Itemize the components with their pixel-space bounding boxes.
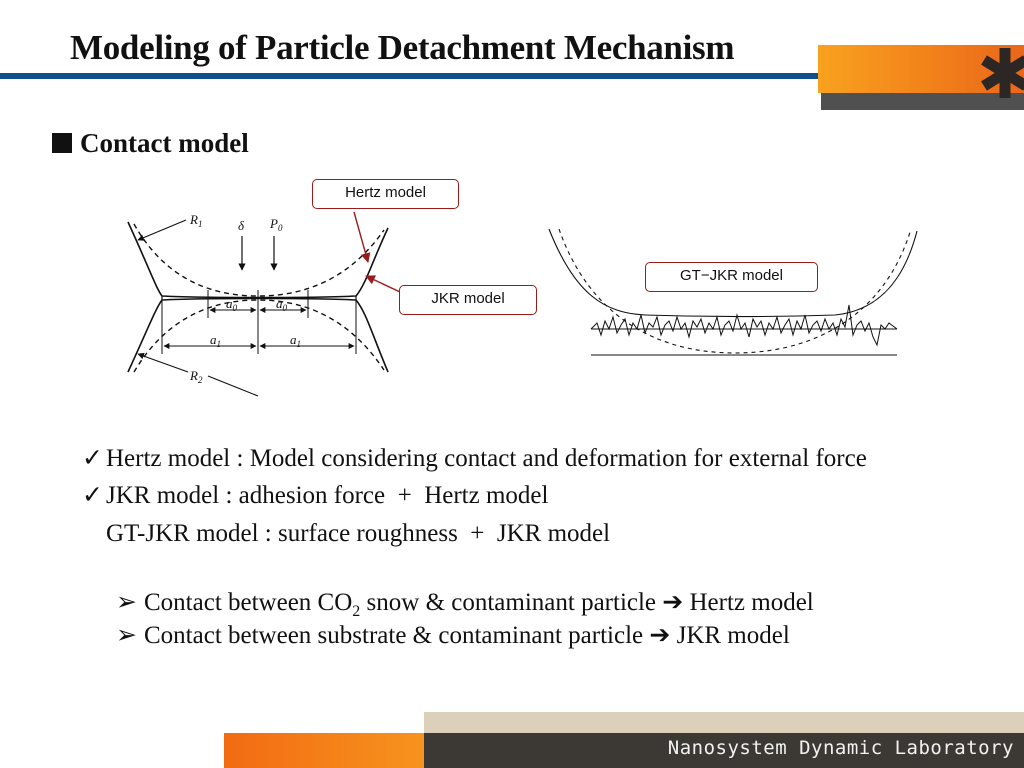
right-arrow-icon: ➔	[662, 589, 684, 616]
contact-substrate-prefix: Contact between substrate & contaminant particle	[144, 622, 650, 649]
square-bullet-icon	[52, 133, 72, 153]
label-a1-left: a	[210, 332, 217, 347]
hertz-upper-profile	[134, 224, 384, 296]
note-jkr	[82, 481, 548, 511]
label-r2-sub: 2	[197, 375, 203, 385]
label-r2: R	[190, 368, 198, 383]
slide-title: Modeling of Particle Detachment Mechanism	[70, 28, 735, 67]
rough-surface-profile	[591, 305, 897, 345]
label-a0-right: a	[276, 296, 283, 311]
note-gtjkr-text: GT-JKR model : surface roughness + JKR model	[106, 520, 611, 547]
jkr-model-callout: JKR model	[399, 285, 537, 315]
note-hertz	[82, 444, 867, 474]
arrowhead-bullet-icon: ➢	[116, 589, 137, 616]
checkmark-icon: ✓	[82, 482, 103, 509]
hertz-jkr-diagram	[120, 200, 400, 400]
contact-substrate-result: JKR model	[670, 622, 790, 649]
label-p0-sub: 0	[277, 223, 283, 233]
section-heading-text: Contact model	[80, 128, 249, 158]
svg-text:a1	[290, 332, 301, 349]
hertz-model-callout: Hertz model	[312, 179, 459, 209]
svg-text:a1	[210, 332, 221, 349]
jkr-upper-profile	[128, 222, 388, 298]
section-heading	[52, 128, 249, 159]
contact-line-substrate	[116, 621, 790, 651]
label-a0-left: a	[226, 296, 233, 311]
footer-dark-band	[424, 733, 1024, 768]
label-p0: P	[270, 216, 278, 231]
footer-lab-name: Nanosystem Dynamic Laboratory	[667, 737, 1014, 759]
label-a1-left-sub: 1	[216, 339, 221, 349]
label-a0-left-sub: 0	[232, 303, 237, 313]
right-arrow-icon: ➔	[649, 622, 671, 649]
footer-orange-band	[224, 733, 424, 768]
hertz-lower-profile	[134, 300, 384, 372]
svg-text:R1	[189, 212, 202, 229]
label-a1-right: a	[290, 332, 297, 347]
title-underline-bar	[0, 73, 820, 79]
contact-co2-result: Hertz model	[683, 589, 814, 616]
note-hertz-text: Hertz model : Model considering contact and deformation for external force	[106, 445, 867, 472]
checkmark-icon: ✓	[82, 445, 103, 472]
label-r1: R	[190, 212, 198, 227]
note-gtjkr	[106, 519, 610, 549]
label-delta: δ	[238, 218, 245, 233]
gt-jkr-diagram	[545, 225, 925, 360]
gt-jkr-model-callout: GT−JKR model	[645, 262, 818, 292]
asterisk-logo-icon	[970, 34, 1024, 104]
svg-text:R2	[189, 368, 203, 385]
arrowhead-bullet-icon: ➢	[116, 622, 137, 649]
label-r1-sub: 1	[197, 219, 203, 229]
footer-light-band	[424, 712, 1024, 733]
svg-text:P0	[269, 216, 283, 233]
contact-co2-prefix: Contact between CO	[144, 589, 353, 616]
label-a1-right-sub: 1	[296, 339, 301, 349]
note-jkr-text: JKR model : adhesion force + Hertz model	[106, 482, 549, 509]
contact-co2-subscript: 2	[352, 603, 361, 620]
contact-co2-middle: snow & contaminant particle	[360, 589, 663, 616]
label-a0-right-sub: 0	[282, 303, 287, 313]
